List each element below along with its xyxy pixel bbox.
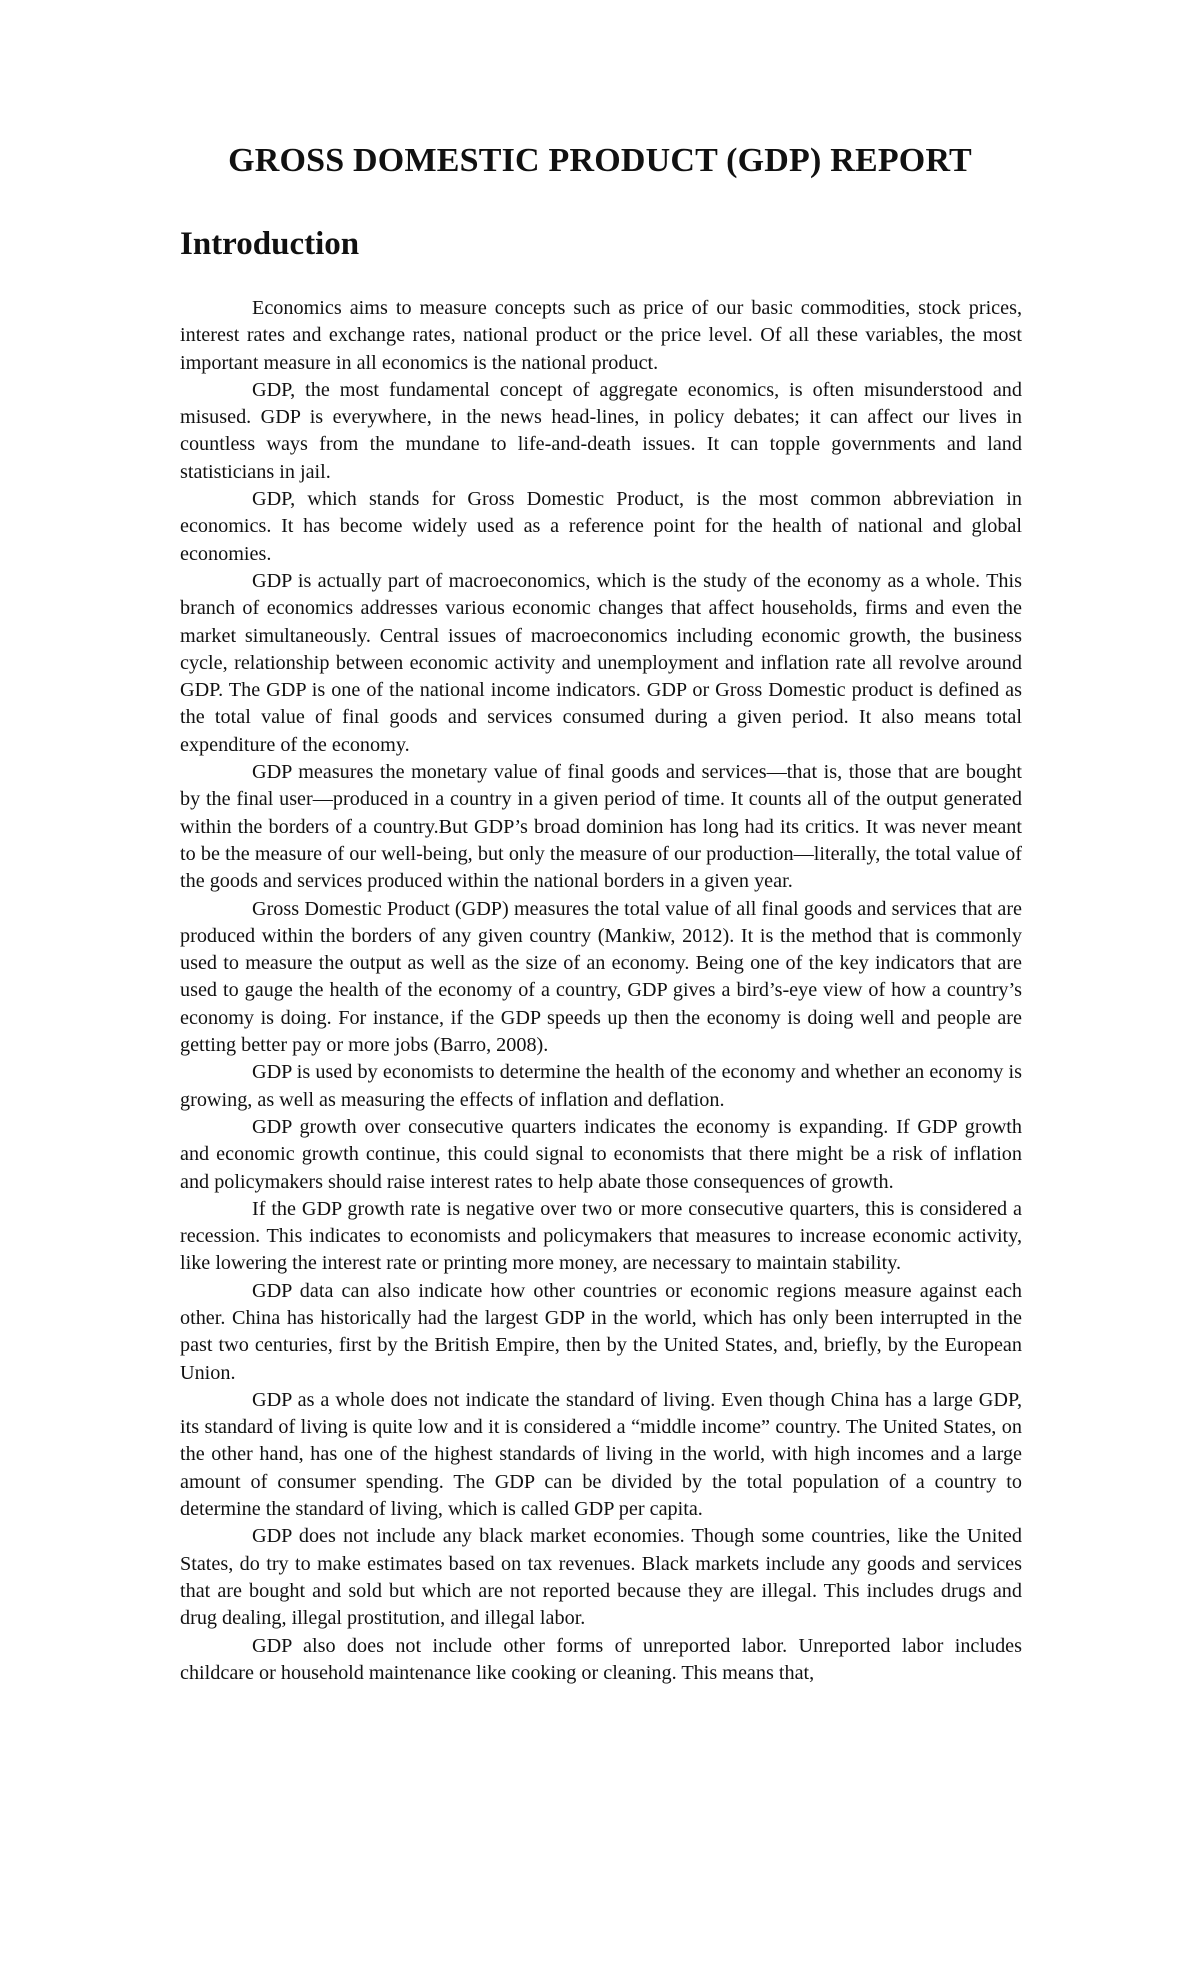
paragraph: GDP data can also indicate how other countries or economic regions measure against each other. China has historically had the largest GDP in the world, which has only been interrupted in the past two centuries, first by the British Empire, then by the United States, and, briefly, by the European Union. xyxy=(180,1279,1022,1384)
paragraph: GDP does not include any black market economies. Though some countries, like the United States, do try to make estimates based on tax revenues. Black markets include any goods and services that are bought and sold but which are not reported because they are illegal. This includes drugs and drug dealing, illegal prostitution, and illegal labor. xyxy=(180,1525,1022,1630)
paragraph: GDP, which stands for Gross Domestic Product, is the most common abbreviation in economics. It has become widely used as a reference point for the health of national and global economies. xyxy=(180,488,1022,565)
section-heading-introduction: Introduction xyxy=(180,226,360,262)
paragraph: GDP is actually part of macroeconomics, which is the study of the economy as a whole. This branch of economics addresses various economic changes that affect households, firms and even the market simultaneously. Central issues of macroeconomics including economic growth, the business cycle, relationship between economic activity and unemployment and inflation rate all revolve around GDP. The GDP is one of the national income indicators. GDP or Gross Domestic product is defined as the total value of final goods and services consumed during a given period. It also means total expenditure of the economy. xyxy=(180,569,1022,756)
paragraph: GDP as a whole does not indicate the standard of living. Even though China has a large GDP, its standard of living is quite low and it is considered a “middle income” country. The United States, on the other hand, has one of the highest standards of living in the world, with high incomes and a large amount of consumer spending. The GDP can be divided by the total population of a country to determine the standard of living, which is called GDP per capita. xyxy=(180,1388,1022,1521)
paragraph: Economics aims to measure concepts such as price of our basic commodities, stock prices, interest rates and exchange rates, national product or the price level. Of all these variables, the most important measure in all economics is the national product. xyxy=(180,297,1022,374)
paragraph: GDP, the most fundamental concept of aggregate economics, is often misunderstood and misused. GDP is everywhere, in the news head-lines, in policy debates; it can affect our lives in countless ways from the mundane to life-and-death issues. It can topple governments and land statisticians in jail. xyxy=(180,378,1022,483)
paragraph: GDP also does not include other forms of unreported labor. Unreported labor includes childcare or household maintenance like cooking or cleaning. This means that, xyxy=(180,1634,1022,1684)
paragraph: GDP measures the monetary value of final goods and services—that is, those that are bought by the final user—produced in a country in a given period of time. It counts all of the output generated within the borders of a country.But GDP’s broad dominion has long had its critics. It was never meant to be the measure of our well-being, but only the measure of our production—literally, the total value of the goods and services produced within the national borders in a given year. xyxy=(180,761,1022,893)
document-title: GROSS DOMESTIC PRODUCT (GDP) REPORT xyxy=(228,142,972,179)
paragraph: GDP growth over consecutive quarters indicates the economy is expanding. If GDP growth and economic growth continue, this could signal to economists that there might be a risk of inflation and policymakers should raise interest rates to help abate those consequences of growth. xyxy=(180,1115,1022,1193)
paragraph: Gross Domestic Product (GDP) measures the total value of all final goods and services that are produced within the borders of any given country (Mankiw, 2012). It is the method that is commonly used to measure the output as well as the size of an economy. Being one of the key indicators that are used to gauge the health of the economy of a country, GDP gives a bird’s-eye view of how a country’s economy is doing. For instance, if the GDP speeds up then the economy is doing well and people are getting better pay or more jobs (Barro, 2008). xyxy=(180,897,1022,1057)
paragraph: If the GDP growth rate is negative over two or more consecutive quarters, this is considered a recession. This indicates to economists and policymakers that measures to increase economic activity, like lowering the interest rate or printing more money, are necessary to maintain stability. xyxy=(180,1197,1022,1275)
paragraph: GDP is used by economists to determine the health of the economy and whether an economy is growing, as well as measuring the effects of inflation and deflation. xyxy=(180,1061,1022,1111)
document-body xyxy=(180,295,1022,1687)
